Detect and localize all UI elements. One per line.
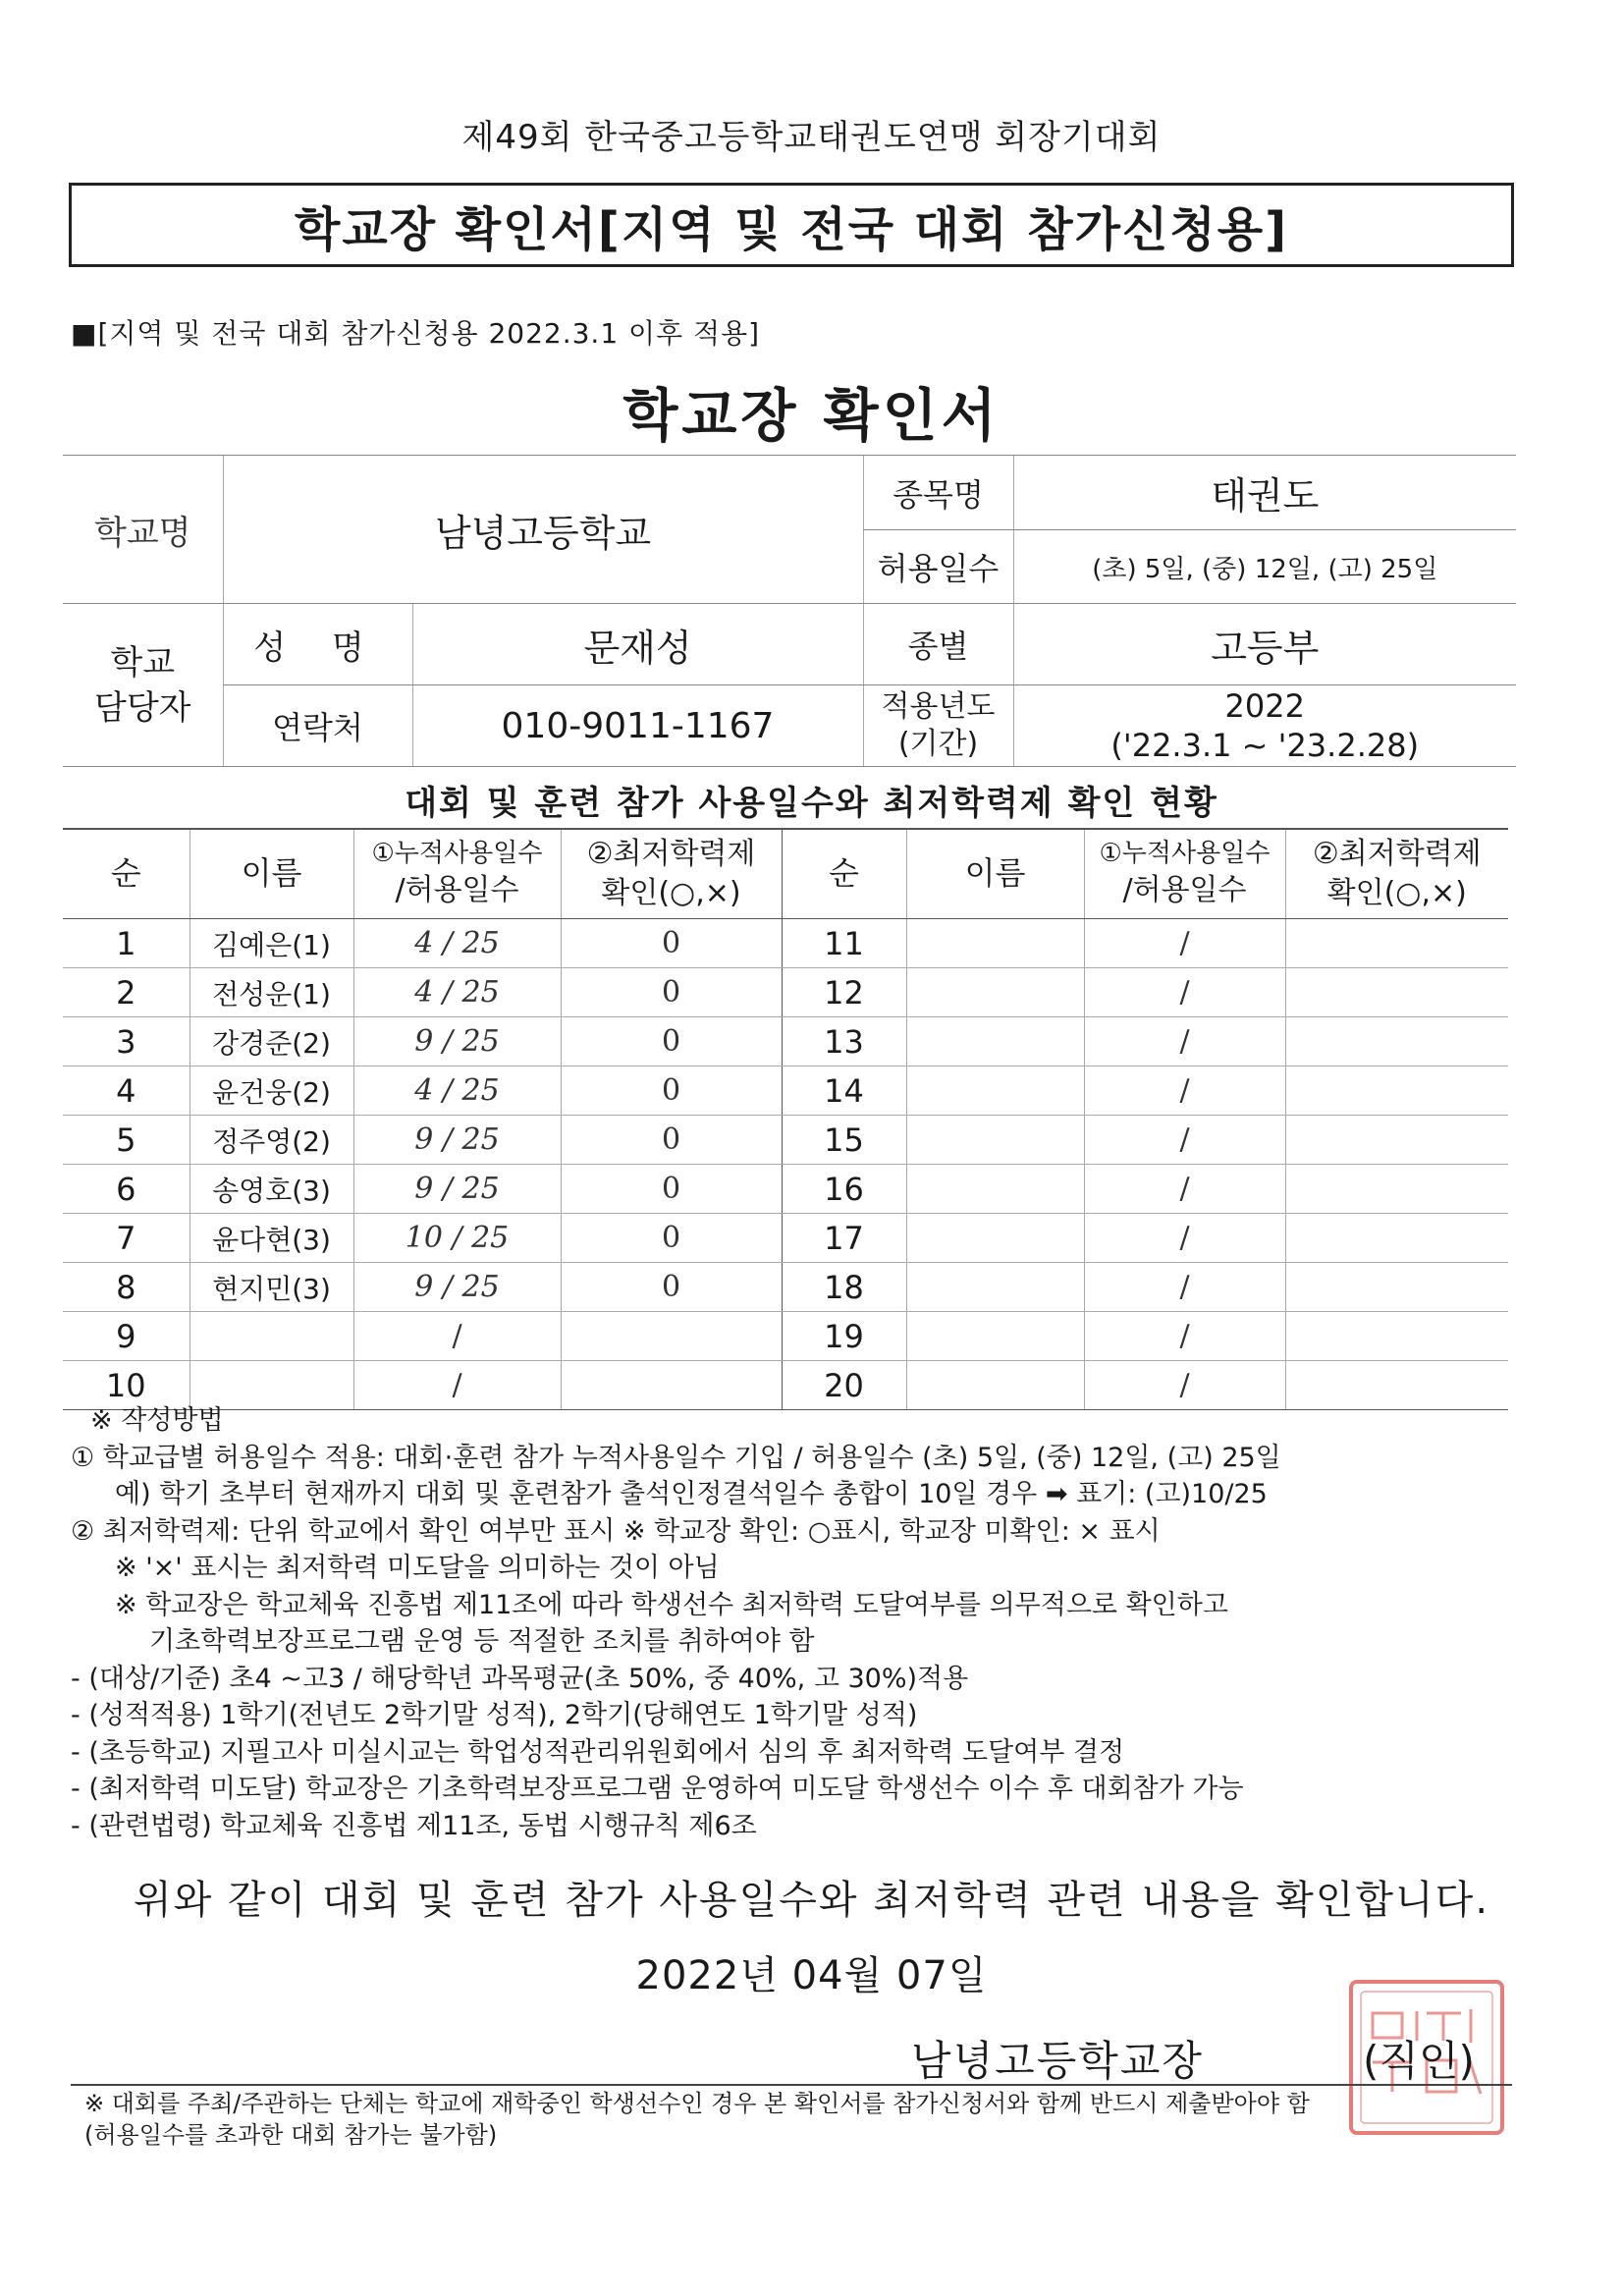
guide-line-7: - (대상/기준) 초4 ~고3 / 해당학년 과목평균(초 50%, 중 40%, 고 30%)적용 [71, 1663, 969, 1694]
row-academic-check [1285, 1312, 1508, 1361]
header-name-right: 이름 [906, 829, 1084, 919]
row-name: 강경준(2) [189, 1017, 353, 1066]
guide-line-10: - (최저학력 미도달) 학교장은 기초학력보장프로그램 운영하여 미도달 학생선수 이수 후 대회참가 가능 [71, 1774, 1244, 1804]
table-row [63, 1116, 1508, 1165]
row-academic-check: 0 [561, 1017, 782, 1066]
scope-note: ■[지역 및 전국 대회 참가신청용 2022.3.1 이후 적용] [71, 317, 761, 350]
header-days-right-line2: /허용일수 [1122, 873, 1247, 908]
row-seq: 3 [63, 1017, 189, 1066]
header-academic [561, 829, 782, 919]
row-days: 10 / 25 [353, 1214, 561, 1263]
box-title-text: 학교장 확인서[지역 및 전국 대회 참가신청용] [294, 201, 1289, 257]
row-name [906, 1017, 1084, 1066]
table-row [63, 968, 1508, 1017]
allowed-value: (초) 5일, (중) 12일, (고) 25일 [1013, 530, 1516, 604]
row-academic-check [1285, 1165, 1508, 1214]
header-academic-right [1285, 829, 1508, 919]
writing-guide [71, 1402, 1524, 1844]
row-days: 4 / 25 [353, 919, 561, 968]
sport-value: 태권도 [1013, 456, 1516, 530]
row-days: 9 / 25 [353, 1165, 561, 1214]
box-title [69, 183, 1514, 267]
row-name: 현지민(3) [189, 1263, 353, 1312]
row-days: / [1084, 1165, 1285, 1214]
row-academic-check [561, 1312, 782, 1361]
guide-line-1: ① 학교급별 허용일수 적용: 대회·훈련 참가 누적사용일수 기입 / 허용일수 (초) 5일, (중) 12일, (고) 25일 [71, 1442, 1281, 1473]
table-row [63, 1066, 1508, 1116]
document-title: 학교장 확인서 [622, 382, 1001, 449]
row-seq: 20 [782, 1361, 906, 1410]
year-label-line2: (기간) [897, 727, 979, 761]
row-name [906, 1066, 1084, 1116]
row-name: 김예은(1) [189, 919, 353, 968]
row-name [906, 919, 1084, 968]
header-academic-right-line1: ②최저학력제 [1312, 836, 1482, 871]
header-academic-right-line2: 확인(○,×) [1326, 876, 1467, 910]
row-seq: 18 [782, 1263, 906, 1312]
header-days-right [1084, 829, 1285, 919]
row-name: 정주영(2) [189, 1116, 353, 1165]
row-name [906, 1214, 1084, 1263]
row-days: 4 / 25 [353, 968, 561, 1017]
row-academic-check [1285, 1116, 1508, 1165]
guide-title: ※ 작성방법 [90, 1405, 224, 1436]
header-days-line1: ①누적사용일수 [371, 839, 543, 869]
row-name [906, 1165, 1084, 1214]
section-title: 대회 및 훈련 참가 사용일수와 최저학력제 확인 현황 [405, 784, 1218, 823]
row-name [906, 1116, 1084, 1165]
row-seq: 5 [63, 1116, 189, 1165]
row-academic-check: 0 [561, 1165, 782, 1214]
year-value [1013, 685, 1516, 767]
row-seq: 6 [63, 1165, 189, 1214]
staff-label-line2: 담당자 [93, 687, 191, 728]
participants-table [63, 828, 1508, 1410]
table-row [63, 1214, 1508, 1263]
row-seq: 4 [63, 1066, 189, 1116]
row-seq: 17 [782, 1214, 906, 1263]
table-row [63, 1312, 1508, 1361]
footer-line-1: ※ 대회를 주최/주관하는 단체는 학교에 재학중인 학생선수인 경우 본 확인서를 참가신청서와 함께 반드시 제출받아야 함 [84, 2090, 1310, 2117]
seal-label: (직인) [1363, 2037, 1475, 2085]
row-seq: 10 [63, 1361, 189, 1410]
row-seq: 7 [63, 1214, 189, 1263]
info-table [63, 455, 1516, 767]
row-seq: 2 [63, 968, 189, 1017]
row-academic-check: 0 [561, 1116, 782, 1165]
row-days: / [1084, 968, 1285, 1017]
row-days: / [353, 1312, 561, 1361]
row-academic-check: 0 [561, 1263, 782, 1312]
header-days-right-line1: ①누적사용일수 [1099, 839, 1271, 869]
row-days: / [1084, 1312, 1285, 1361]
principal-signature: 남녕고등학교장 [911, 2037, 1205, 2085]
participants-header-row [63, 829, 1508, 919]
guide-line-3: ② 최저학력제: 단위 학교에서 확인 여부만 표시 ※ 학교장 확인: ○표시, 학교장 미확인: × 표시 [71, 1515, 1161, 1547]
allowed-label: 허용일수 [863, 530, 1013, 604]
year-value-line1: 2022 [1224, 687, 1305, 725]
row-academic-check: 0 [561, 968, 782, 1017]
footer-note [84, 2088, 1310, 2151]
table-row [63, 1017, 1508, 1066]
guide-line-5: ※ 학교장은 학교체육 진흥법 제11조에 따라 학생선수 최저학력 도달여부를 의무적으로 확인하고 [115, 1589, 1228, 1620]
header-days-line2: /허용일수 [395, 873, 519, 908]
row-days: / [353, 1361, 561, 1410]
footer-line-2: (허용일수를 초과한 대회 참가는 불가함) [84, 2121, 498, 2149]
row-academic-check [1285, 1214, 1508, 1263]
row-seq: 9 [63, 1312, 189, 1361]
table-row [63, 919, 1508, 968]
name-value: 문재성 [412, 604, 863, 685]
row-seq: 14 [782, 1066, 906, 1116]
row-name [906, 968, 1084, 1017]
contact-label: 연락처 [223, 685, 412, 767]
row-academic-check [1285, 1017, 1508, 1066]
row-academic-check [1285, 1263, 1508, 1312]
guide-line-2: 예) 학기 초부터 현재까지 대회 및 훈련참가 출석인정결석일수 총합이 10일 경우 ➡ 표기: (고)10/25 [115, 1479, 1268, 1509]
school-value: 남녕고등학교 [223, 456, 863, 604]
row-days: 9 / 25 [353, 1263, 561, 1312]
row-name: 윤다현(3) [189, 1214, 353, 1263]
row-seq: 11 [782, 919, 906, 968]
year-value-line2: ('22.3.1 ~ '23.2.28) [1110, 727, 1420, 764]
row-days: 9 / 25 [353, 1116, 561, 1165]
row-seq: 15 [782, 1116, 906, 1165]
event-title: 제49회 한국중고등학교태권도연맹 회장기대회 [461, 118, 1162, 157]
guide-line-4: ※ '×' 표시는 최저학력 미도달을 의미하는 것이 아님 [115, 1553, 720, 1583]
row-name: 윤건웅(2) [189, 1066, 353, 1116]
row-seq: 12 [782, 968, 906, 1017]
table-row [63, 1165, 1508, 1214]
row-days: / [1084, 1017, 1285, 1066]
header-academic-line1: ②최저학력제 [586, 836, 756, 871]
staff-label [63, 604, 223, 767]
row-name: 송영호(3) [189, 1165, 353, 1214]
table-row [63, 1263, 1508, 1312]
confirmation-statement: 위와 같이 대회 및 훈련 참가 사용일수와 최저학력 관련 내용을 확인합니다. [133, 1878, 1490, 1923]
row-days: 4 / 25 [353, 1066, 561, 1116]
staff-label-line1: 학교 [110, 642, 176, 683]
division-value: 고등부 [1013, 604, 1516, 685]
row-academic-check: 0 [561, 1066, 782, 1116]
division-label: 종별 [863, 604, 1013, 685]
school-label: 학교명 [63, 456, 223, 604]
guide-line-9: - (초등학교) 지필고사 미실시교는 학업성적관리위원회에서 심의 후 최저학력 도달여부 결정 [71, 1736, 1125, 1768]
row-days: 9 / 25 [353, 1017, 561, 1066]
guide-line-6: 기초학력보장프로그램 운영 등 적절한 조치를 취하여야 함 [149, 1626, 815, 1657]
row-seq: 13 [782, 1017, 906, 1066]
row-days: / [1084, 1263, 1285, 1312]
row-seq: 19 [782, 1312, 906, 1361]
guide-line-8: - (성적적용) 1학기(전년도 2학기말 성적), 2학기(당해연도 1학기말 성적) [71, 1700, 918, 1730]
row-academic-check: 0 [561, 1214, 782, 1263]
issue-date: 2022년 04월 07일 [635, 1953, 988, 1998]
row-days: / [1084, 919, 1285, 968]
guide-line-11: - (관련법령) 학교체육 진흥법 제11조, 동법 시행규칙 제6조 [71, 1810, 757, 1841]
row-seq: 8 [63, 1263, 189, 1312]
header-days [353, 829, 561, 919]
header-seq-right: 순 [782, 829, 906, 919]
header-seq: 순 [63, 829, 189, 919]
row-name [189, 1312, 353, 1361]
header-academic-line2: 확인(○,×) [601, 876, 741, 910]
row-academic-check: 0 [561, 919, 782, 968]
sport-label: 종목명 [863, 456, 1013, 530]
row-name [906, 1312, 1084, 1361]
row-days: / [1084, 1116, 1285, 1165]
row-days: / [1084, 1361, 1285, 1410]
row-academic-check [1285, 968, 1508, 1017]
year-label [863, 685, 1013, 767]
row-seq: 16 [782, 1165, 906, 1214]
contact-value: 010-9011-1167 [412, 685, 863, 767]
row-seq: 1 [63, 919, 189, 968]
year-label-line1: 적용년도 [881, 689, 996, 724]
row-name: 전성운(1) [189, 968, 353, 1017]
row-name [906, 1263, 1084, 1312]
header-name: 이름 [189, 829, 353, 919]
footer-divider [71, 2084, 1512, 2086]
row-days: / [1084, 1066, 1285, 1116]
row-academic-check [1285, 1066, 1508, 1116]
row-days: / [1084, 1214, 1285, 1263]
name-label: 성 명 [223, 604, 412, 685]
row-academic-check [1285, 919, 1508, 968]
